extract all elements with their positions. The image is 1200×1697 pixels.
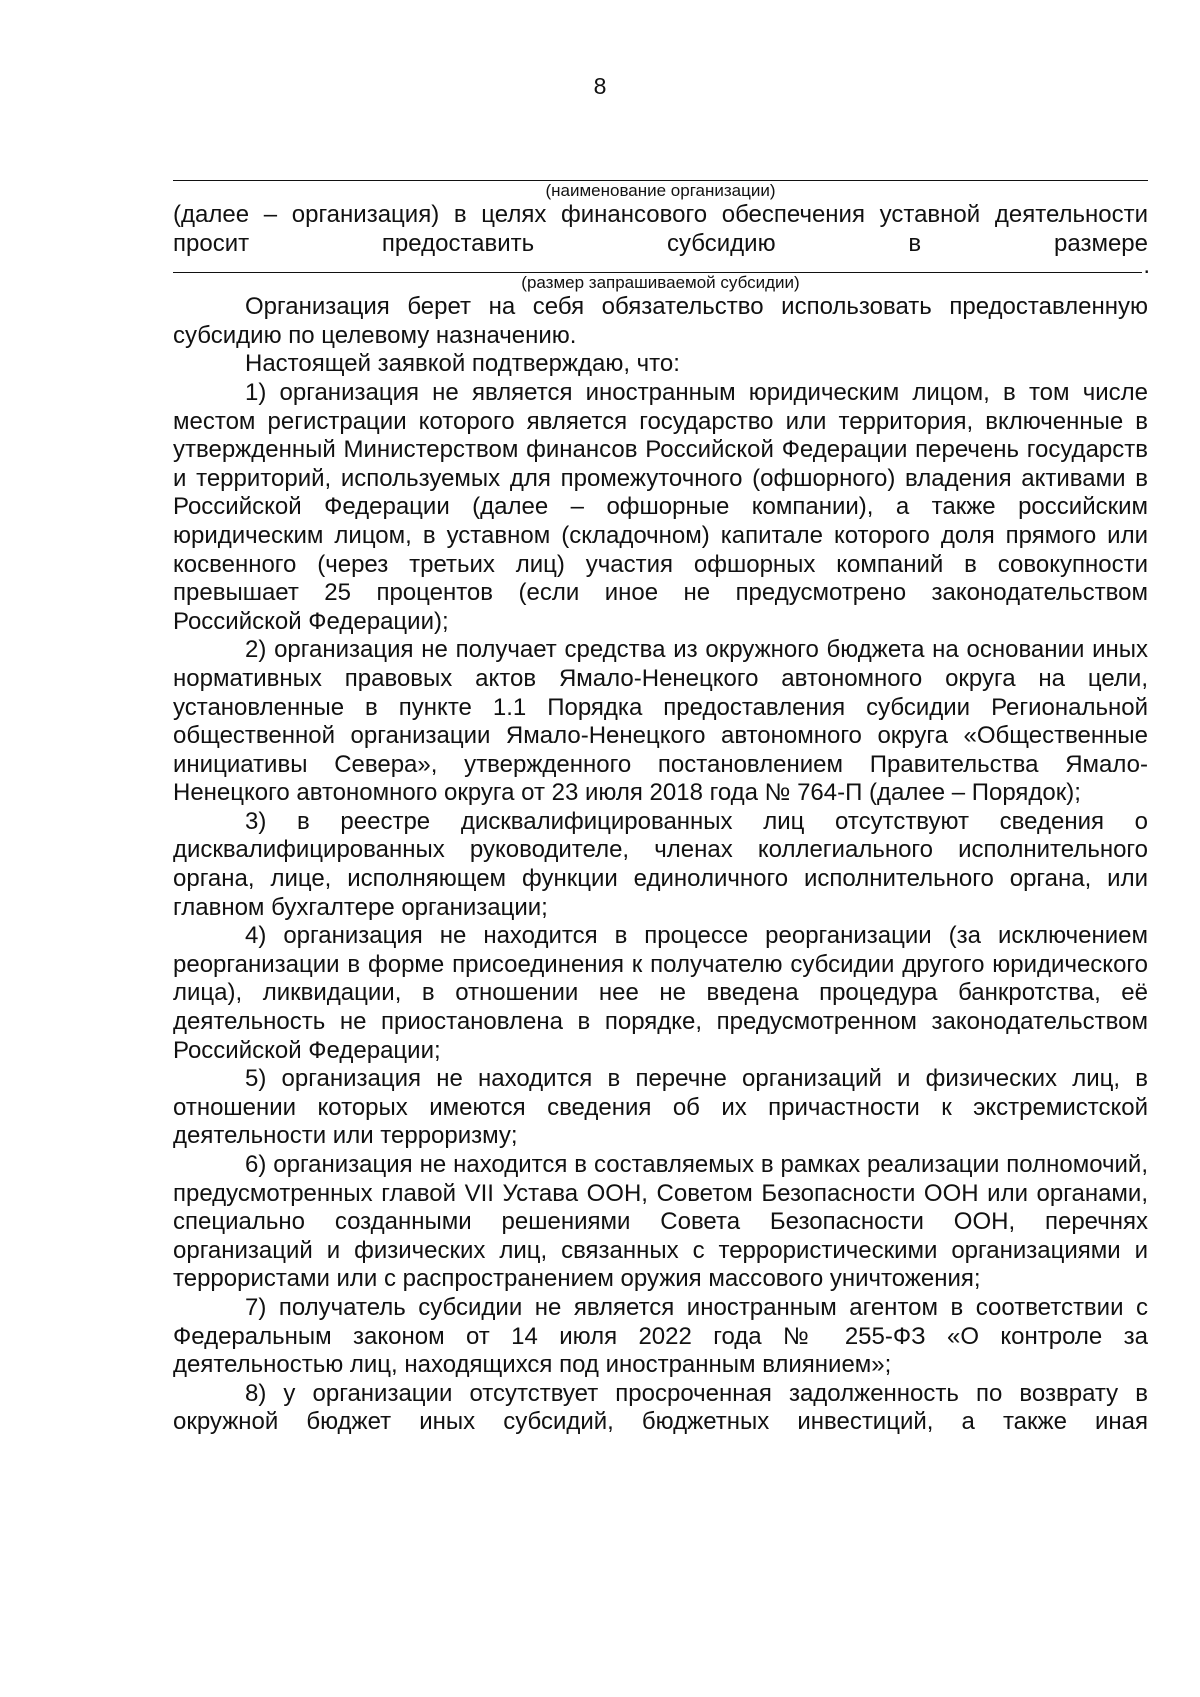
list-item: 5) организация не находится в перечне организаций и физических лиц, в отношении которых имеются сведения об их причастности к экстремистской деятельности или терроризму; <box>173 1065 1148 1150</box>
obligation-paragraph: Организация берет на себя обязательство использовать предоставленную субсидию по целевому назначению. <box>173 293 1148 349</box>
organization-name-caption: (наименование организации) <box>545 181 776 200</box>
subsidy-request-text: (далее – организация) в целях финансового обеспечения уставной деятельности просит предоставить субсидию в размере <box>173 201 1148 257</box>
document-body <box>173 178 1148 1437</box>
list-item: 8) у организации отсутствует просроченная задолженность по возврату в окружной бюджет иных субсидий, бюджетных инвестиций, а также иная <box>173 1379 1148 1436</box>
confirmation-intro: Настоящей заявкой подтверждаю, что: <box>245 350 680 378</box>
page-number: 8 <box>593 73 607 99</box>
list-item: 4) организация не находится в процессе реорганизации (за исключением реорганизации в форме присоединения к получателю субсидии другого юридического лица), ликвидации, в отношении нее не введена процедура банкротства, её деятельность не приостановлена в порядке, предусмотренном законодательством Российской Федерации; <box>173 922 1148 1064</box>
list-item: 6) организация не находится в составляемых в рамках реализации полномочий, предусмотренных главой VII Устава ООН, Советом Безопасности ООН или органами, специально созданными решениями Совета Безопасности ООН, перечнях организаций и физических лиц, связанных с террористическими организациями и террористами или с распространением оружия массового уничтожения; <box>173 1151 1148 1293</box>
list-item: 1) организация не является иностранным юридическим лицом, в том числе местом регистрации которого является государство или территория, включенные в утвержденный Министерством финансов Российской Федерации перечень государств и территорий, используемых для промежуточного (офшорного) владения активами в Российской Федерации (далее – офшорные компании), а также российским юридическим лицом, в уставном (складочном) капитале которого доля прямого или косвенного (через третьих лиц) участия офшорных компаний в совокупности превышает 25 процентов (если иное не предусмотрено законодательством Российской Федерации); <box>173 378 1148 635</box>
list-item: 7) получатель субсидии не является иностранным агентом в соответствии с Федеральным законом от 14 июля 2022 года № 255-ФЗ «О контроле за деятельностью лиц, находящихся под иностранным влиянием»; <box>173 1293 1148 1379</box>
subsidy-amount-caption: (размер запрашиваемой субсидии) <box>521 273 800 293</box>
list-item: 3) в реестре дисквалифицированных лиц отсутствуют сведения о дисквалифицированных руководителе, членах коллегиального исполнительного органа, лице, исполняющем функции единоличного исполнительного органа, или главном бухгалтере организации; <box>173 807 1148 921</box>
subsidy-amount-line <box>173 270 1142 273</box>
list-item: 2) организация не получает средства из окружного бюджета на основании иных нормативных правовых актов Ямало-Ненецкого автономного округа на цели, установленные в пункте 1.1 Порядка предоставления субсидии Региональной общественной организации Ямало-Ненецкого автономного округа «Общественные инициативы Севера», утвержденного постановлением Правительства Ямало-Ненецкого автономного округа от 23 июля 2018 года № 764-П (далее – Порядок); <box>173 636 1148 807</box>
